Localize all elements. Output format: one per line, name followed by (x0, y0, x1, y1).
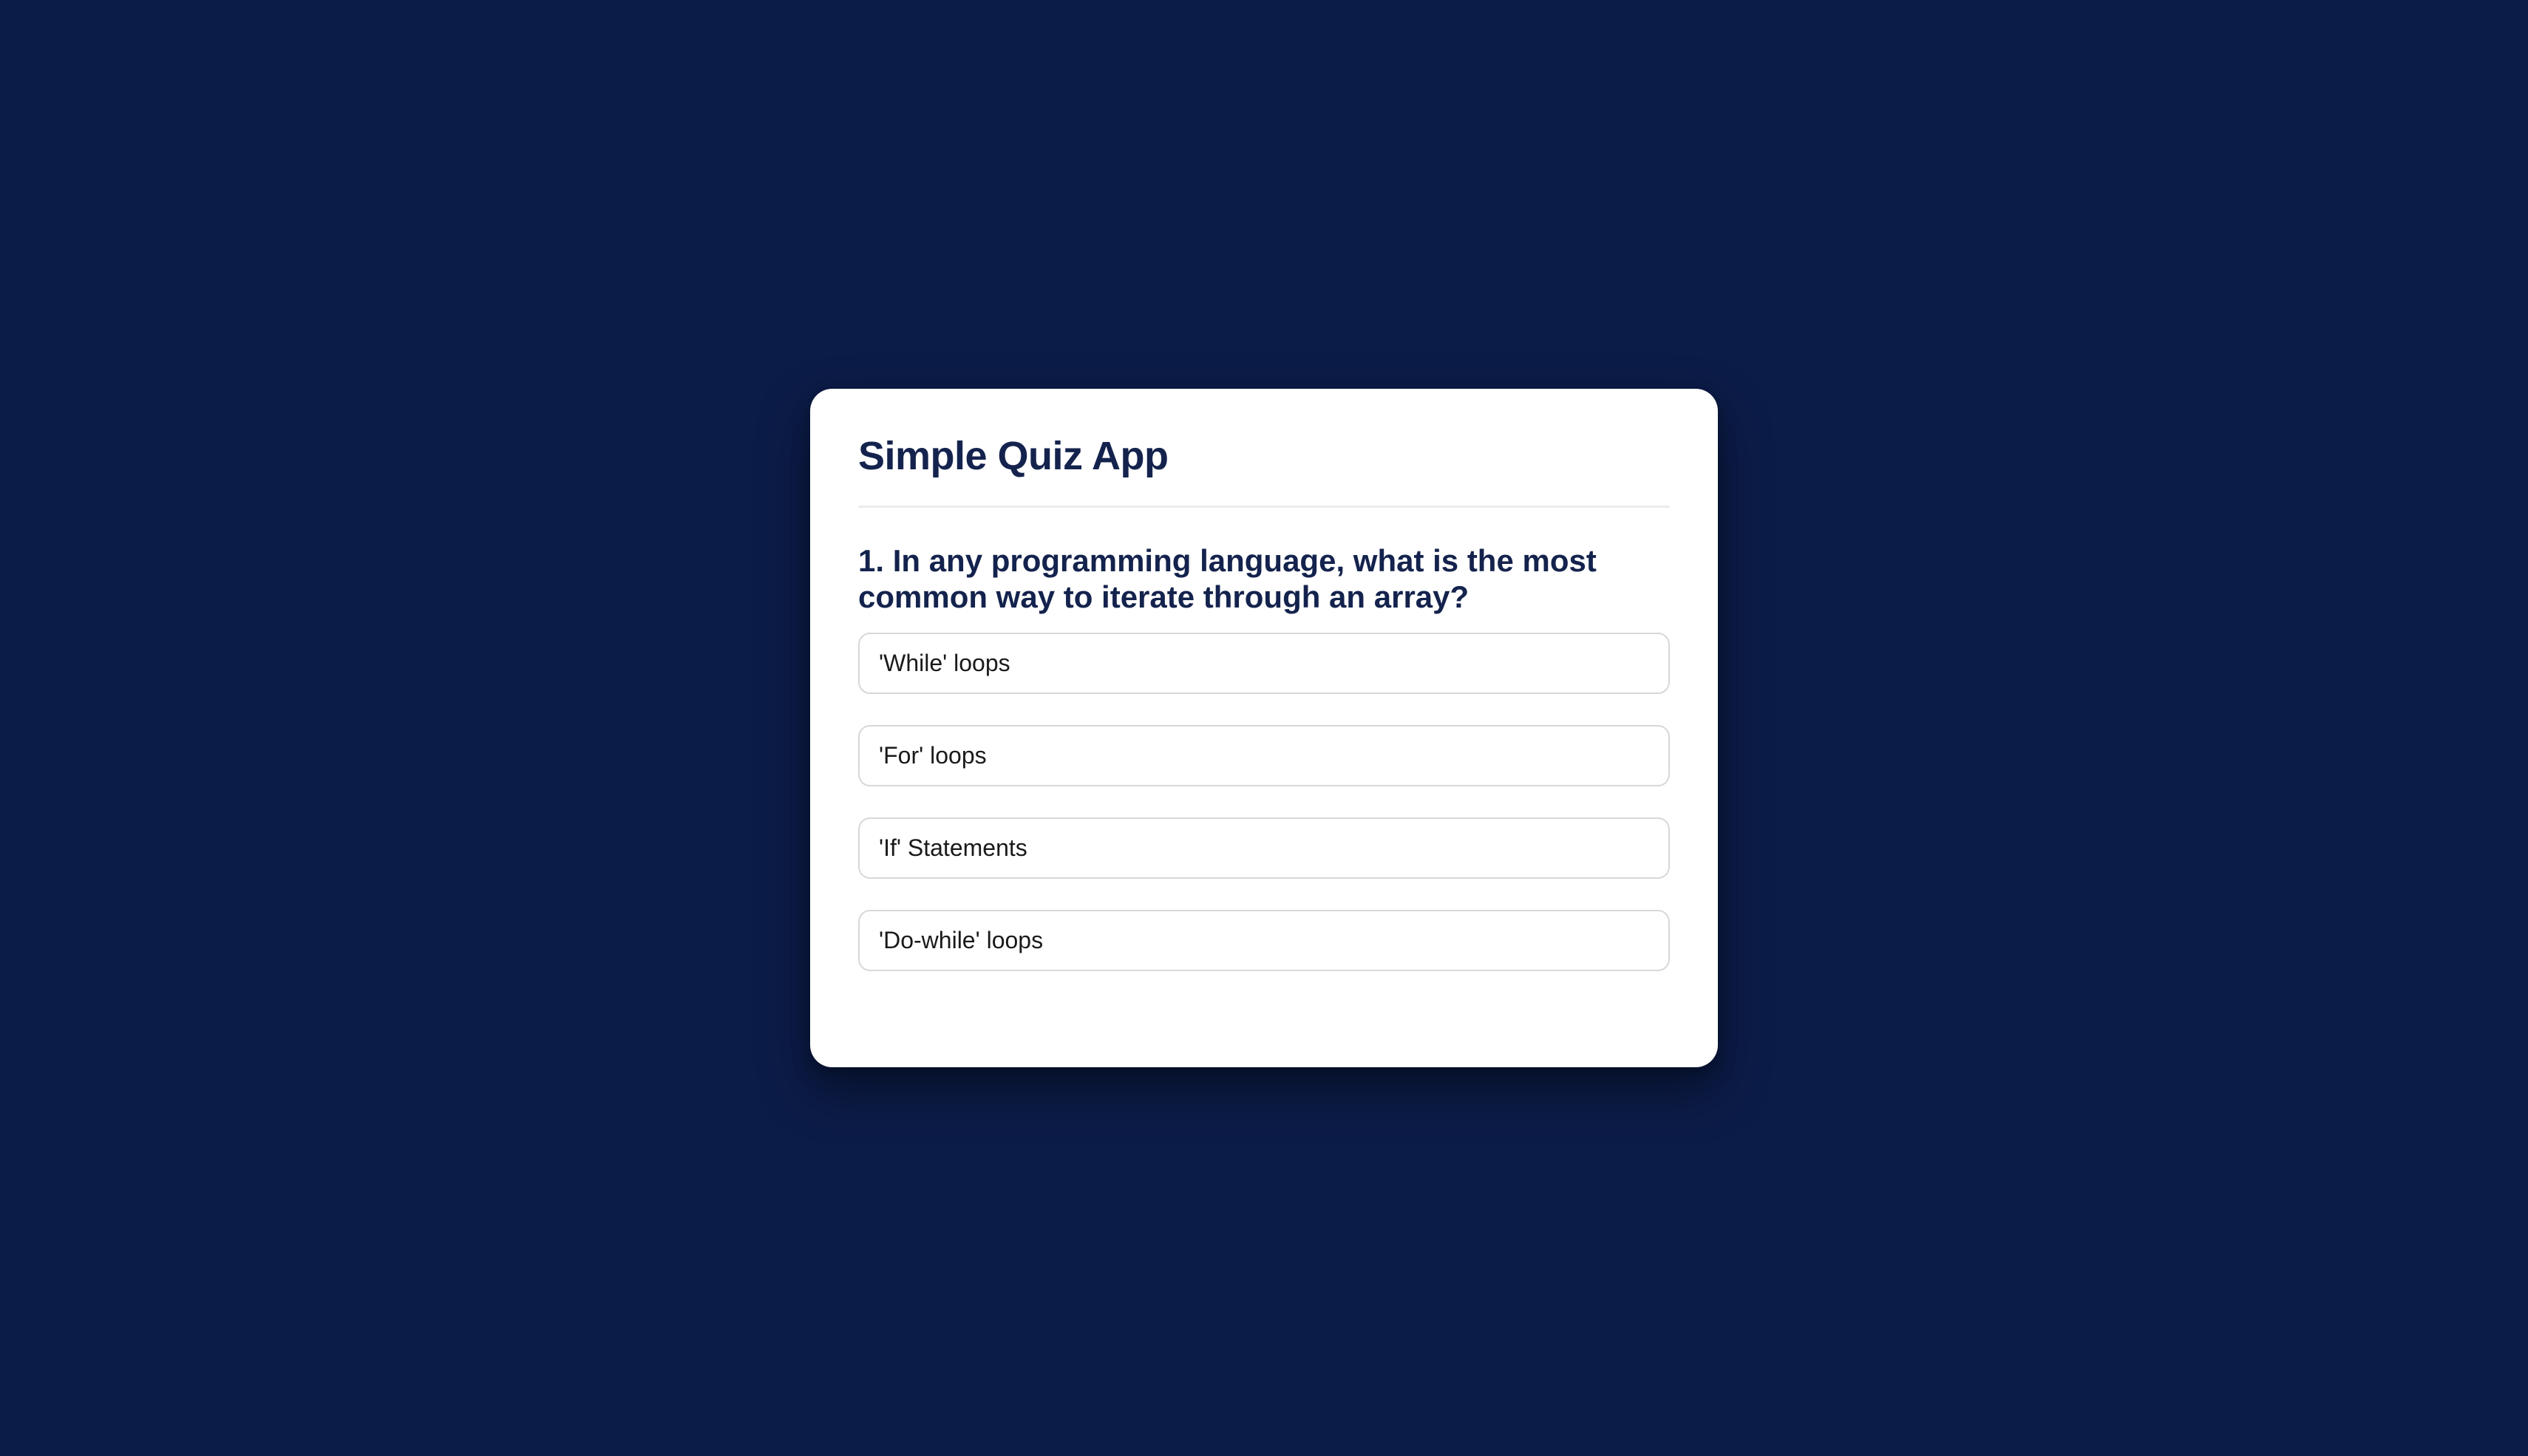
option-while-loops[interactable]: 'While' loops (858, 633, 1670, 694)
option-for-loops[interactable]: 'For' loops (858, 725, 1670, 786)
header-divider (858, 506, 1670, 508)
question-text: 1. In any programming language, what is the most common way to iterate through an array? (858, 543, 1597, 614)
options-list (858, 633, 1670, 971)
app-title: Simple Quiz App (858, 434, 1169, 479)
option-do-while-loops[interactable]: 'Do-while' loops (858, 910, 1670, 971)
option-if-statements[interactable]: 'If' Statements (858, 817, 1670, 879)
quiz-card (810, 389, 1718, 1067)
